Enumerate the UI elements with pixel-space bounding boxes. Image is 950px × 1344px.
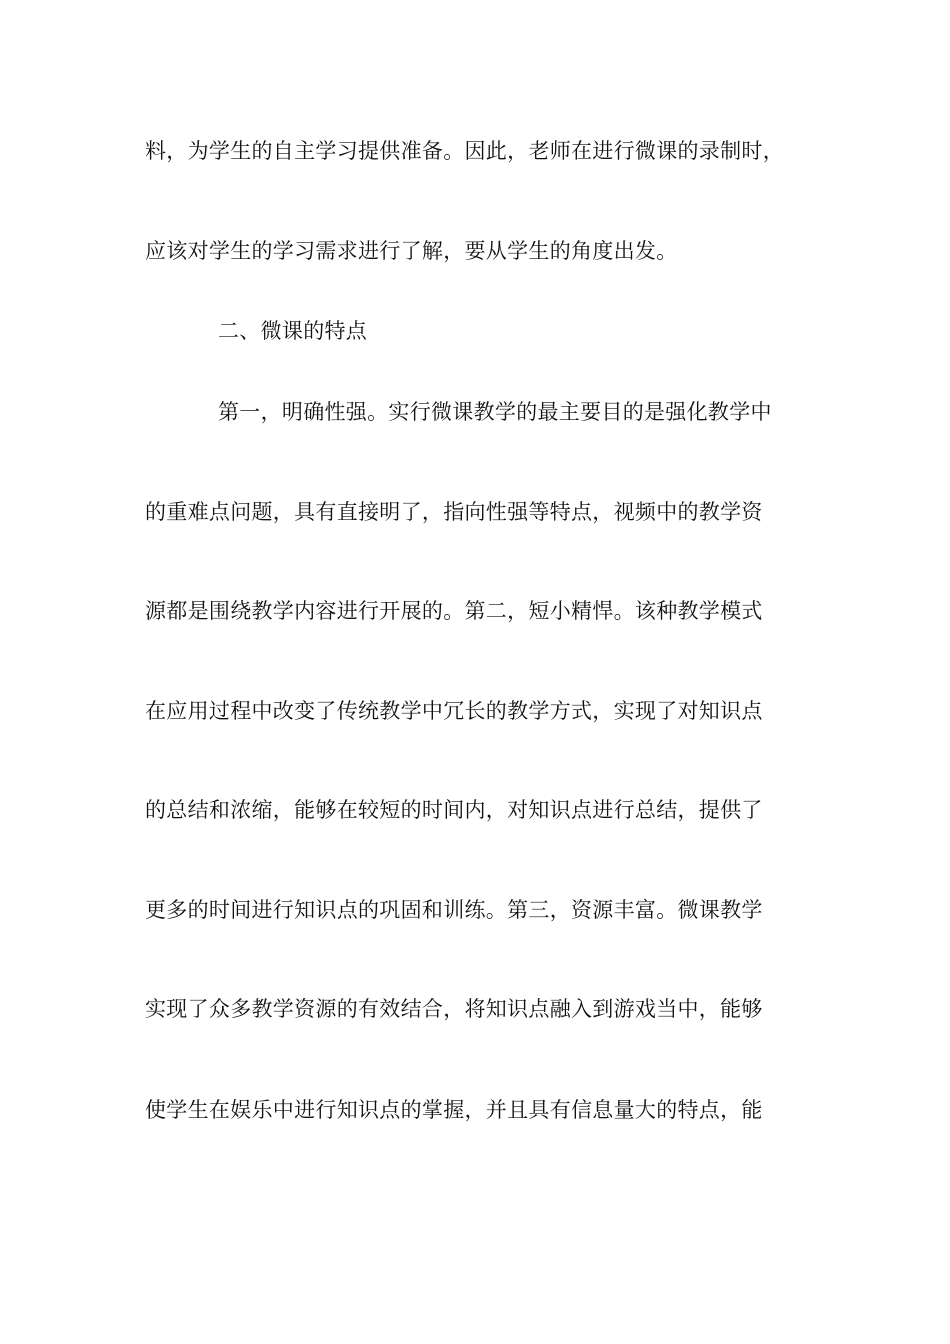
text-line: 的总结和浓缩，能够在较短的时间内，对知识点进行总结，提供了 <box>145 798 763 822</box>
text-line: 应该对学生的学习需求进行了解，要从学生的角度出发。 <box>145 239 678 263</box>
text-line: 更多的时间进行知识点的巩固和训练。第三，资源丰富。微课教学 <box>145 898 763 922</box>
text-line: 在应用过程中改变了传统教学中冗长的教学方式，实现了对知识点 <box>145 699 763 723</box>
section-heading: 二、微课的特点 <box>218 319 368 343</box>
text-line: 的重难点问题，具有直接明了，指向性强等特点，视频中的教学资 <box>145 500 763 524</box>
text-line: 料，为学生的自主学习提供准备。因此，老师在进行微课的录制时， <box>145 139 784 163</box>
text-line: 源都是围绕教学内容进行开展的。第二，短小精悍。该种教学模式 <box>145 599 763 623</box>
text-line: 实现了众多教学资源的有效结合，将知识点融入到游戏当中，能够 <box>145 997 763 1021</box>
text-line: 第一，明确性强。实行微课教学的最主要目的是强化教学中 <box>218 400 772 424</box>
text-line: 使学生在娱乐中进行知识点的掌握，并且具有信息量大的特点，能 <box>145 1098 763 1122</box>
